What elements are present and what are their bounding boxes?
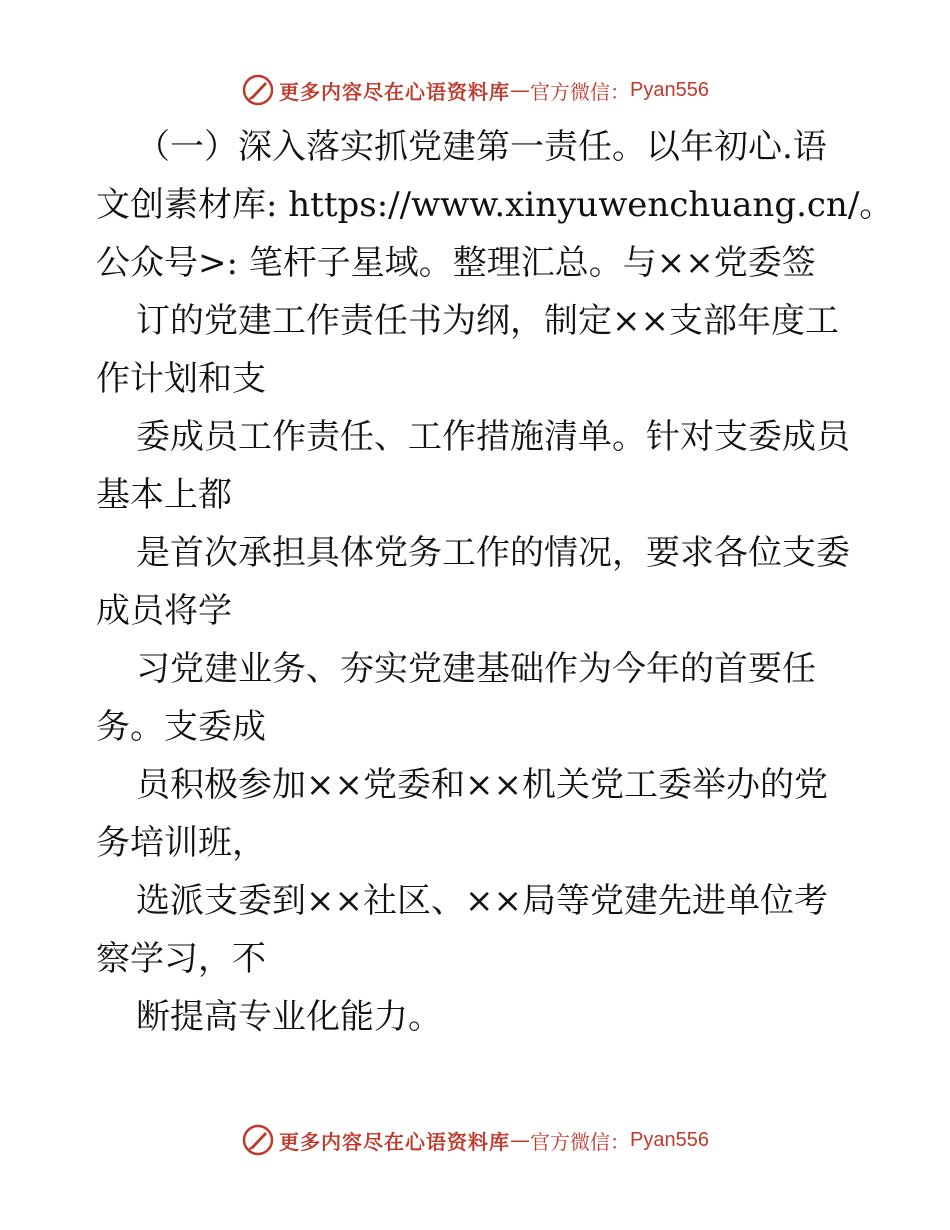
body-line: 员积极参加××党委和××机关党工委举办的党 xyxy=(136,765,828,805)
body-line: 作计划和支 xyxy=(96,359,266,399)
body-line: 委成员工作责任、工作措施清单。针对支委成员 xyxy=(136,417,850,457)
footer-banner xyxy=(0,1120,950,1160)
banner-wechat-label: 官方微信： xyxy=(530,1129,631,1154)
banner-main-text: 更多内容尽在心语资料库 xyxy=(279,1129,511,1154)
banner-wechat-id: Pyan556 xyxy=(630,1128,709,1151)
banner-wechat-id: Pyan556 xyxy=(630,78,709,101)
banner-main-text: 更多内容尽在心语资料库 xyxy=(279,79,511,104)
body-line: 断提高专业化能力。 xyxy=(136,997,442,1037)
banner-separator: — xyxy=(510,78,531,102)
body-line: 察学习，不 xyxy=(96,939,266,979)
header-banner xyxy=(0,70,950,110)
document-body xyxy=(96,118,894,1046)
body-line: 选派支委到××社区、××局等党建先进单位考 xyxy=(136,881,828,921)
body-line: 基本上都 xyxy=(96,475,232,515)
body-line: 务培训班， xyxy=(96,823,266,863)
banner-wechat-label: 官方微信： xyxy=(530,79,631,104)
banner-separator: — xyxy=(510,1128,531,1152)
body-line: 习党建业务、夯实党建基础作为今年的首要任 xyxy=(136,649,816,689)
body-line: 成员将学 xyxy=(96,591,232,631)
body-line: 公众号>: 笔杆子星域。整理汇总。与××党委签 xyxy=(96,243,816,283)
body-line: 务。支委成 xyxy=(96,707,266,747)
body-line: 订的党建工作责任书为纲，制定××支部年度工 xyxy=(136,301,839,341)
body-line: 是首次承担具体党务工作的情况，要求各位支委 xyxy=(136,533,850,573)
feather-pen-logo-icon xyxy=(241,73,275,107)
body-line: （一）深入落实抓党建第一责任。以年初心.语 xyxy=(136,127,827,167)
body-line: 文创素材库: https://www.xinyuwenchuang.cn/。 xyxy=(96,185,894,225)
feather-pen-logo-icon xyxy=(241,1123,275,1157)
